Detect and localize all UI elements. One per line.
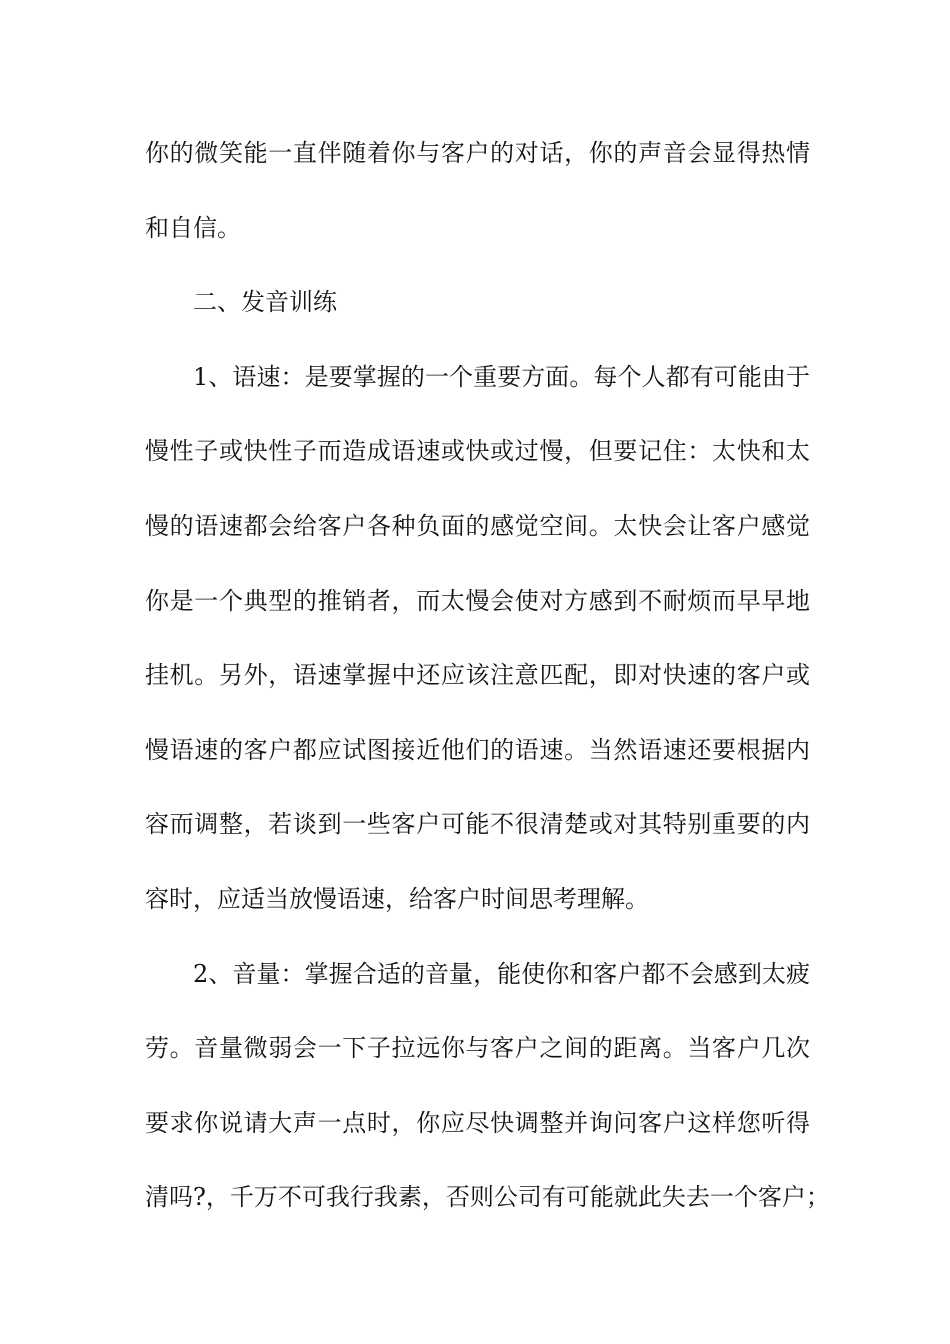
paragraph-line: 1、语速：是要掌握的一个重要方面。每个人都有可能由于 xyxy=(193,362,810,391)
paragraph-line: 要求你说请大声一点时，你应尽快调整并询问客户这样您听得 xyxy=(145,1108,810,1137)
paragraph-line: 和自信。 xyxy=(145,213,241,242)
paragraph-line: 劳。音量微弱会一下子拉远你与客户之间的距离。当客户几次 xyxy=(145,1034,810,1063)
document-body xyxy=(145,133,830,1252)
paragraph-line: 清吗?，千万不可我行我素，否则公司有可能就此失去一个客户； xyxy=(145,1183,830,1212)
paragraph-line: 慢的语速都会给客户各种负面的感觉空间。太快会让客户感觉 xyxy=(145,511,810,540)
paragraph-line: 你是一个典型的推销者，而太慢会使对方感到不耐烦而早早地 xyxy=(145,586,810,615)
paragraph-line: 容时，应适当放慢语速，给客户时间思考理解。 xyxy=(145,884,649,913)
paragraph-line: 你的微笑能一直伴随着你与客户的对话，你的声音会显得热情 xyxy=(145,139,810,167)
section-heading: 二、发音训练 xyxy=(193,288,337,317)
paragraph-line: 容而调整，若谈到一些客户可能不很清楚或对其特别重要的内 xyxy=(145,810,810,839)
paragraph-line: 慢语速的客户都应试图接近他们的语速。当然语速还要根据内 xyxy=(145,735,810,764)
paragraph-line: 挂机。另外，语速掌握中还应该注意匹配，即对快速的客户或 xyxy=(145,661,810,690)
paragraph-line: 慢性子或快性子而造成语速或快或过慢，但要记住：太快和太 xyxy=(145,437,810,466)
paragraph-line: 2、音量：掌握合适的音量，能使你和客户都不会感到太疲 xyxy=(193,959,810,988)
